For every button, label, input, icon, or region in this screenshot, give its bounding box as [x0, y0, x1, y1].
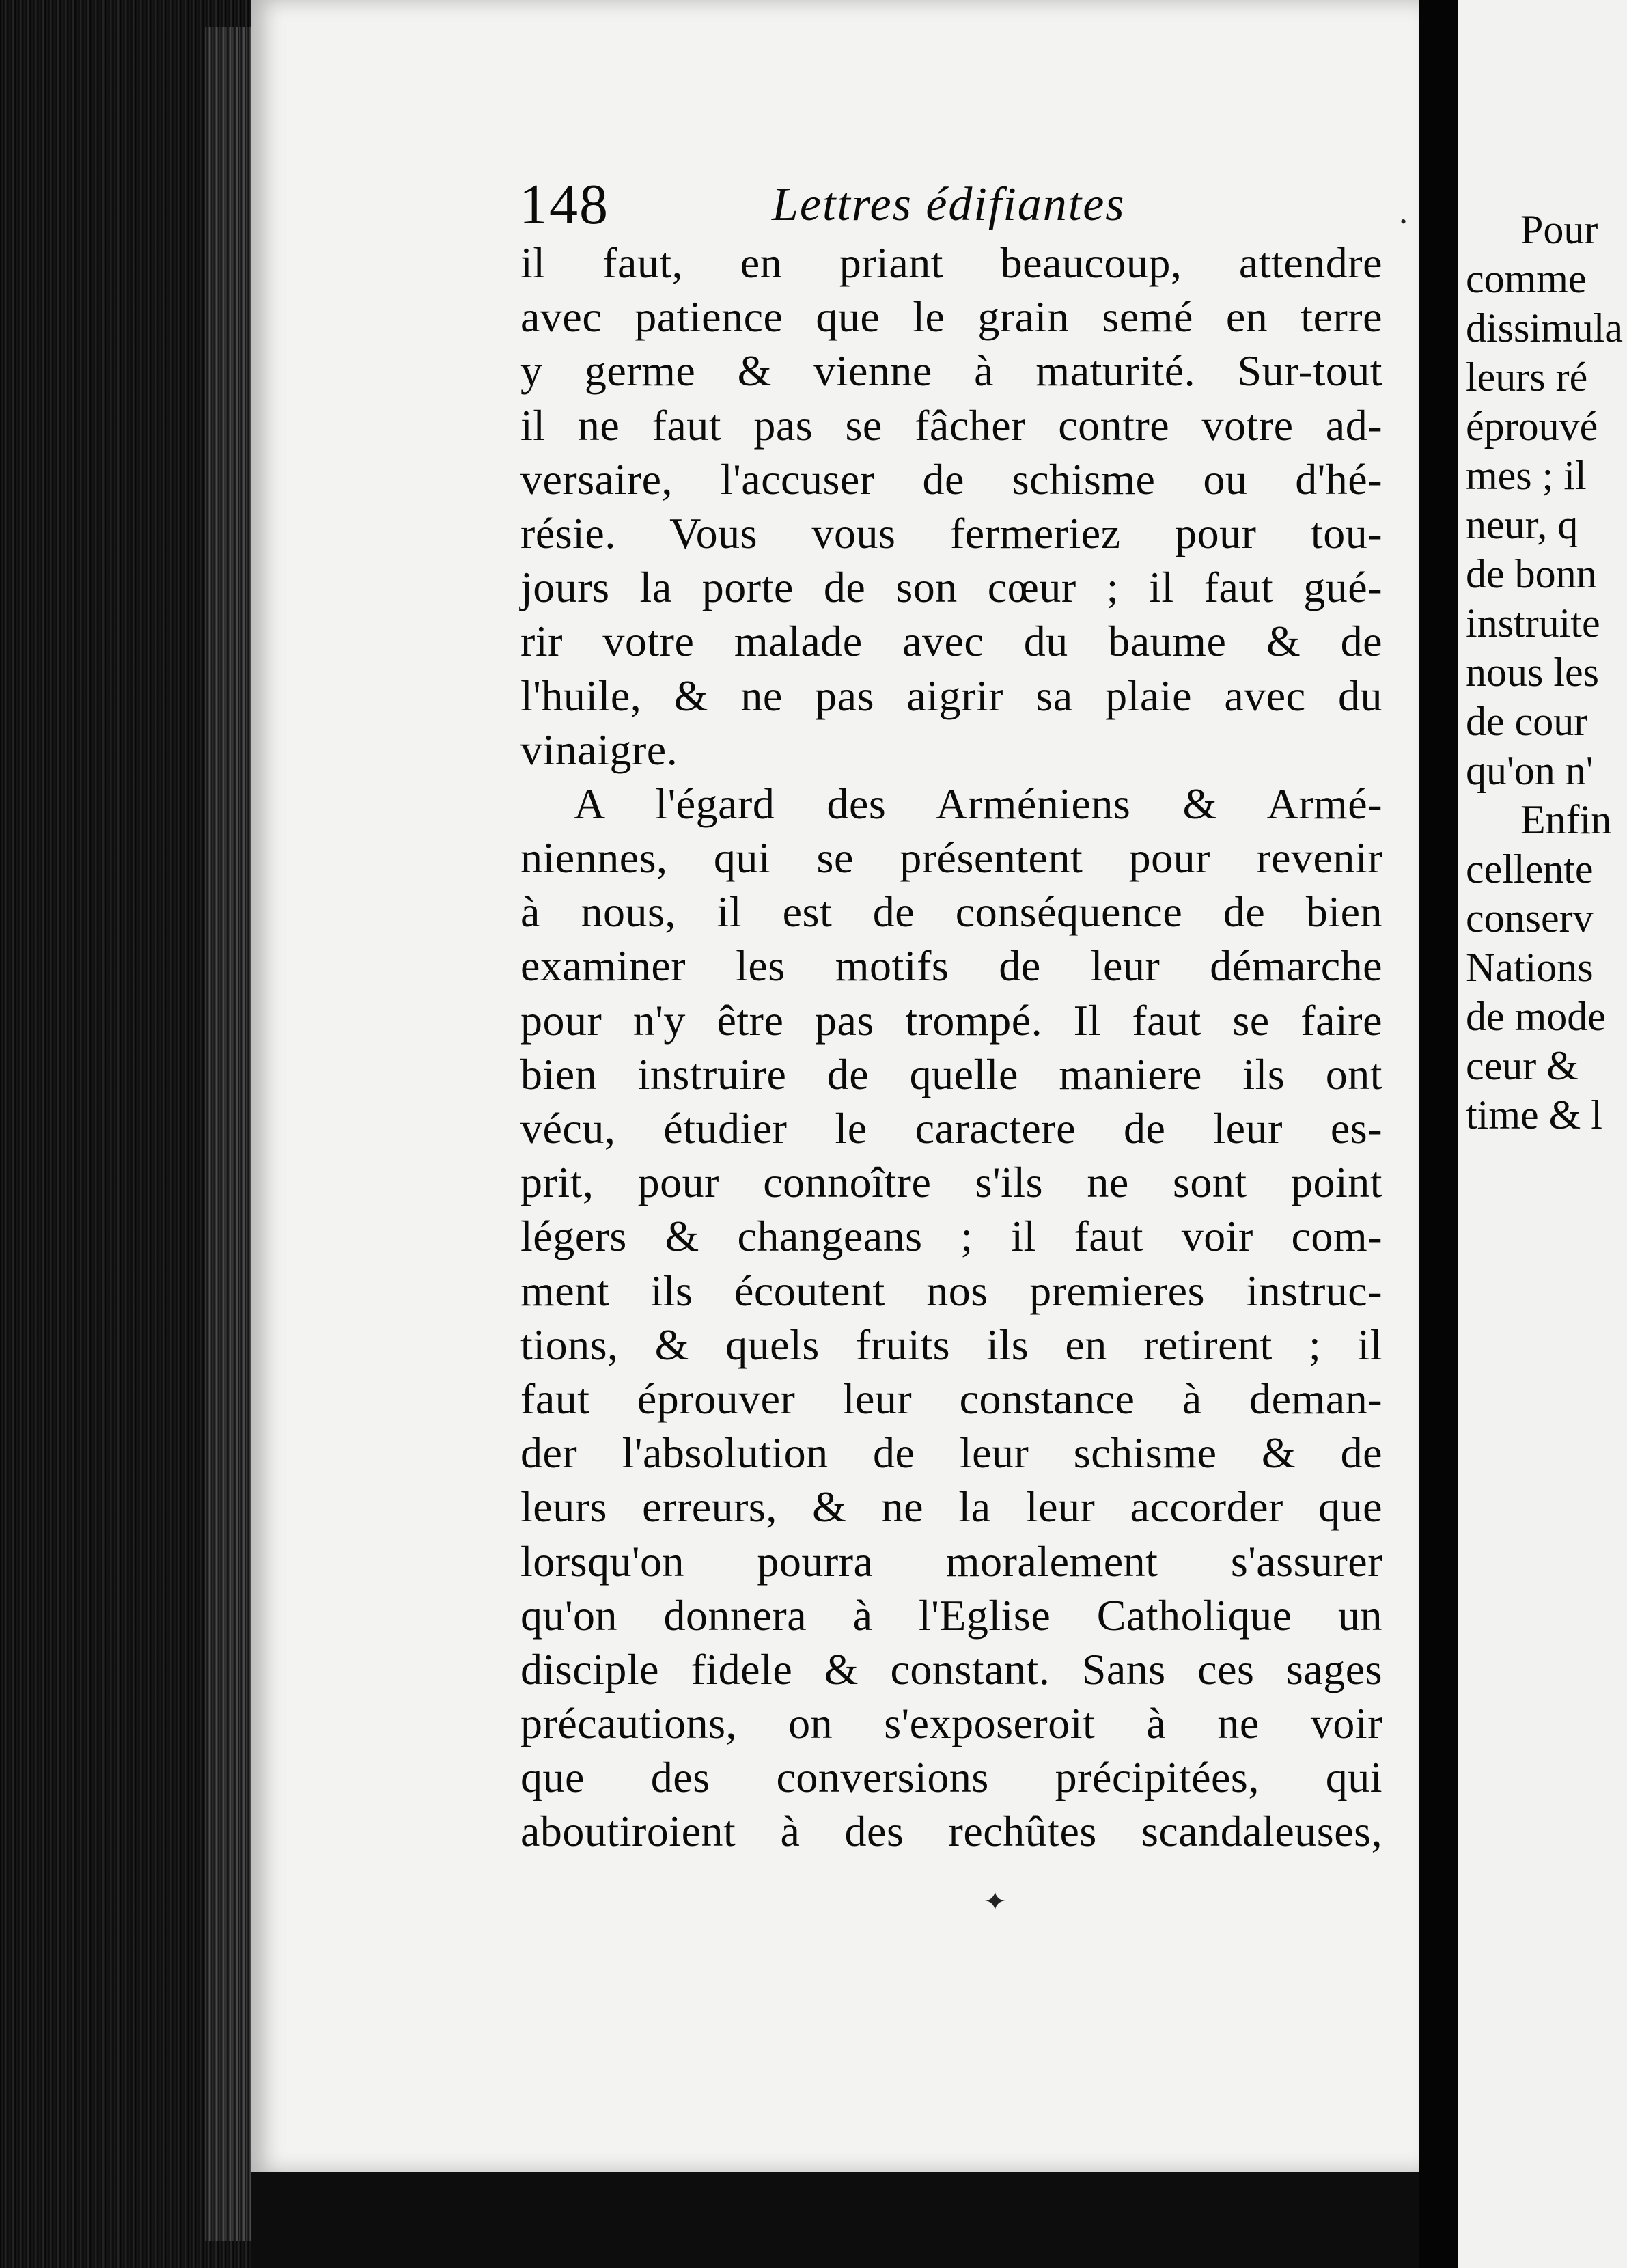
text-line: qu'on donnera à l'Eglise Catholique un	[520, 1590, 1382, 1640]
text-line: versaire, l'accuser de schisme ou d'hé-	[520, 454, 1382, 503]
body-text	[520, 236, 1382, 1859]
text-line: précautions, on s'exposeroit à ne voir	[520, 1699, 1382, 1748]
right-text-line: cellente	[1466, 846, 1594, 891]
page-number: 148	[519, 173, 609, 236]
right-text-line: ceur &	[1466, 1043, 1579, 1088]
text-line: jours la porte de son cœur ; il faut gué-	[520, 563, 1382, 612]
right-text-line: leurs ré	[1466, 355, 1588, 400]
ink-speck: •	[1400, 212, 1407, 232]
text-line: y germe & vienne à maturité. Sur-tout	[520, 346, 1382, 396]
right-text-line: Pour	[1520, 207, 1598, 252]
text-line: à nous, il est de conséquence de bien	[520, 887, 1382, 937]
text-line: examiner les motifs de leur démarche	[520, 941, 1382, 991]
text-line: prit, pour connoître s'ils ne sont point	[520, 1158, 1382, 1207]
text-line: que des conversions précipitées, qui	[520, 1753, 1382, 1802]
right-text-line: dissimula	[1466, 305, 1624, 350]
text-line: résie. Vous vous fermeriez pour tou-	[520, 508, 1382, 557]
text-line: bien instruire de quelle maniere ils ont	[520, 1049, 1382, 1098]
text-line: ment ils écoutent nos premieres instruc-	[520, 1266, 1382, 1315]
right-text-line: mes ; il	[1466, 453, 1587, 498]
text-line: disciple fidele & constant. Sans ces sages	[520, 1644, 1382, 1693]
right-text-line: comme	[1466, 256, 1587, 301]
bottom-shadow	[251, 2172, 1419, 2268]
right-text-line: nous les	[1466, 650, 1599, 695]
right-text-line: de bonn	[1466, 551, 1597, 596]
right-text-line: Nations	[1466, 945, 1594, 990]
text-line: lorsqu'on pourra moralement s'assurer	[520, 1536, 1382, 1586]
text-line: niennes, qui se présentent pour revenir	[520, 833, 1382, 883]
text-line: vinaigre.	[520, 725, 678, 774]
right-page-text	[1466, 205, 1627, 1139]
text-line: aboutiroient à des rechûtes scandaleuses,	[520, 1807, 1382, 1856]
text-line: il ne faut pas se fâcher contre votre ad-	[520, 400, 1382, 450]
text-line: faut éprouver leur constance à deman-	[520, 1374, 1382, 1423]
header-title: Lettres édifiantes	[772, 178, 1126, 231]
text-line: vécu, étudier le caractere de leur es-	[520, 1104, 1382, 1152]
text-line: pour n'y être pas trompé. Il faut se faire	[520, 995, 1382, 1045]
text-line: tions, & quels fruits ils en retirent ; il	[520, 1320, 1382, 1369]
right-text-line: qu'on n'	[1466, 748, 1594, 793]
text-line: légers & changeans ; il faut voir com-	[520, 1212, 1382, 1261]
text-line: der l'absolution de leur schisme & de	[520, 1428, 1382, 1478]
right-text-line: éprouvé	[1466, 404, 1598, 449]
text-line: rir votre malade avec du baume & de	[520, 617, 1382, 666]
right-text-line: neur, q	[1466, 502, 1579, 547]
page-gutter	[1419, 0, 1458, 2268]
running-head	[519, 174, 1393, 236]
right-text-line: de mode	[1466, 994, 1606, 1039]
text-line: leurs erreurs, & ne la leur accorder que	[520, 1482, 1382, 1532]
ink-speck: ✦	[984, 1886, 1007, 1917]
right-text-line: conserv	[1466, 896, 1594, 941]
right-text-line: time & l	[1466, 1092, 1602, 1137]
text-line: A l'égard des Arméniens & Armé-	[574, 779, 1382, 828]
right-text-line: instruite	[1466, 600, 1600, 646]
right-text-line: de cour	[1466, 699, 1588, 744]
text-line: avec patience que le grain semé en terre	[520, 292, 1382, 342]
text-line: il faut, en priant beaucoup, attendre	[520, 238, 1382, 287]
right-text-line: Enfin	[1520, 797, 1612, 842]
text-line: l'huile, & ne pas aigrir sa plaie avec du	[520, 671, 1382, 720]
